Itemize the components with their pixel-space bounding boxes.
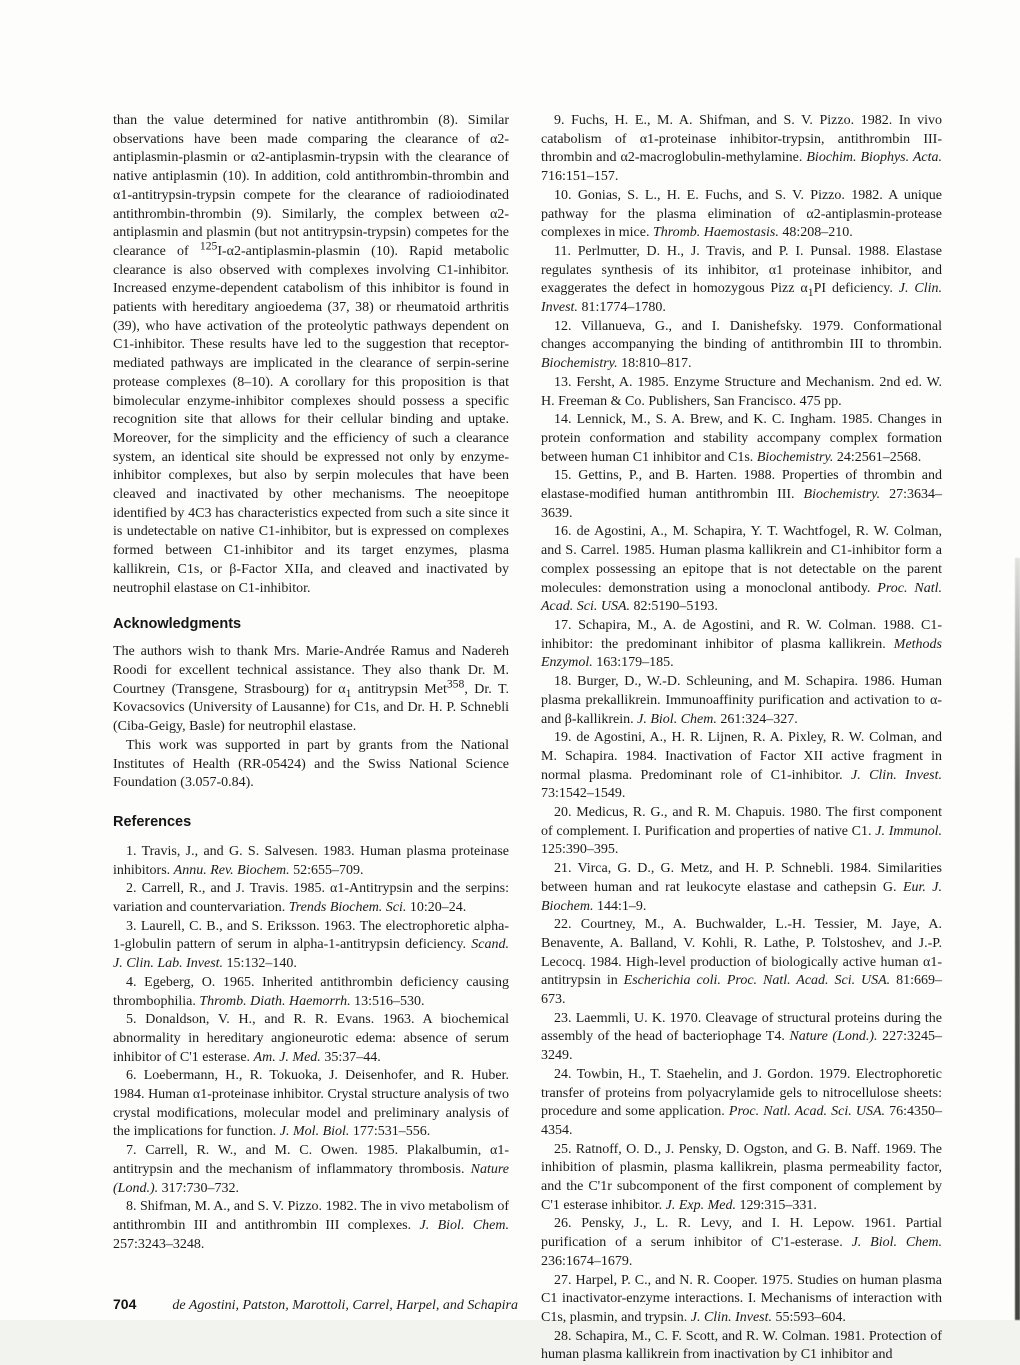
- scan-edge-artifact: [1015, 558, 1020, 1320]
- reference-item-9: 9. Fuchs, H. E., M. A. Shifman, and S. V. Pizzo. 1982. In vivo catabolism of α1-proteinase inhibitor-trypsin, antithrombin III-thrombin and α2-macroglobulin-methylamine. Biochim. Biophys. Acta. 716:151–157.: [541, 113, 942, 185]
- right-column: [541, 112, 942, 1365]
- reference-item-25: 25. Ratnoff, O. D., J. Pensky, D. Ogston, and G. B. Naff. 1969. The inhibition of plasmin, plasma kallikrein, plasma permeability factor, and the C'1r subcomponent of the first component of complement by C'1 esterase inhibitor. J. Exp. Med. 129:315–331.: [541, 1141, 942, 1213]
- reference-item-4: 4. Egeberg, O. 1965. Inherited antithrombin deficiency causing thrombophilia. Thromb. Diath. Haemorrh. 13:516–530.: [113, 974, 509, 1009]
- reference-item-27: 27. Harpel, P. C., and N. R. Cooper. 1975. Studies on human plasma C1 inactivator-enzyme interactions. I. Mechanisms of interaction with C1s, plasmin, and trypsin. J. Clin. Invest. 55:593–604.: [541, 1272, 942, 1325]
- reference-item-18: 18. Burger, D., W.-D. Schleuning, and M. Schapira. 1986. Human plasma prekallikrein. Immunoaffinity purification and activation to α- and β-kallikrein. J. Biol. Chem. 261:324–327.: [541, 674, 942, 727]
- reference-item-3: 3. Laurell, C. B., and S. Eriksson. 1963. The electrophoretic alpha-1-globulin pattern of serum in alpha-1-antitrypsin deficiency. Scand. J. Clin. Lab. Invest. 15:132–140.: [113, 918, 509, 972]
- page-number: 704: [113, 1296, 137, 1312]
- body-continuation-paragraph: than the value determined for native antithrombin (8). Similar observations have been made comparing the clearance of α2-antiplasmin-plasmin or α2-antiplasmin-trypsin with the clearance of native antiplasmin (10). In addition, cold antithrombin-thrombin and α1-antitrypsin-trypsin compete for the clearance of radioiodinated antithrombin-thrombin (9). Similarly, the complex between α2-antiplasmin and plasmin (but not antitrypsin-trypsin) competes for the clearance of $^{125}$I-α2-antiplasmin-plasmin (10). Rapid metabolic clearance is also observed with complexes involving C1-inhibitor. Increased enzyme-dependent catabolism of this inhibitor is found in patients with hereditary angioedema (37, 38) or rheumatoid arthritis (39), who have activation of the proteolytic pathways dependent on C1-inhibitor. These results have led to the suggestion that receptor-mediated pathways are implicated in the clearance of serpin-serine protease complexes (8–10). A corollary for this proposition is that bimolecular enzyme-inhibitor complexes should possess a specific recognition site that allows for their cellular binding and uptake. Moreover, for the simplicity and the efficiency of such a clearance system, an identical site should be expressed not only by enzyme-inhibitor complexes, but also by serpin molecules that have been cleaved and inactivated by other mechanisms. The neoepitope identified by 4C3 has characteristics expected from such a site since it is undetectable on native C1-inhibitor, but is expressed on complexes formed between C1-inhibitor and its target enzymes, plasma kallikrein, C1s, or β-Factor XIIa, and cleaved and inactivated by neutrophil elastase on C1-inhibitor.: [113, 113, 510, 596]
- reference-item-13: 13. Fersht, A. 1985. Enzyme Structure and Mechanism. 2nd ed. W. H. Freeman & Co. Publishers, San Francisco. 475 pp.: [541, 374, 942, 409]
- reference-item-22: 22. Courtney, M., A. Buchwalder, L.-H. Tessier, M. Jaye, A. Benavente, A. Balland, V. Kohli, R. Lathe, P. Tolstoshev, and J.-P. Lecocq. 1984. High-level production of biologically active human α1-antitrypsin in Escherichia coli. Proc. Natl. Acad. Sci. USA. 81:669–673.: [541, 917, 943, 1008]
- acknowledgments-paragraph-2: This work was supported in part by grants from the National Institutes of Health (RR-05424) and the Swiss National Science Foundation (3.057-0.84).: [113, 737, 509, 791]
- reference-item-20: 20. Medicus, R. G., and R. M. Chapuis. 1980. The first component of complement. I. Purification and properties of native C1. J. Immunol. 125:390–395.: [541, 805, 942, 858]
- reference-item-15: 15. Gettins, P., and B. Harten. 1988. Properties of thrombin and elastase-modified human antithrombin III. Biochemistry. 27:3634–3639.: [541, 468, 942, 521]
- reference-item-2: 2. Carrell, R., and J. Travis. 1985. α1-Antitrypsin and the serpins: variation and countervariation. Trends Biochem. Sci. 10:20–24.: [113, 881, 509, 916]
- running-authors: de Agostini, Patston, Marottoli, Carrel, Harpel, and Schapira: [172, 1298, 518, 1313]
- references-heading: References: [113, 813, 192, 830]
- reference-item-16: 16. de Agostini, A., M. Schapira, Y. T. Wachtfogel, R. W. Colman, and S. Carrel. 1985. Human plasma kallikrein and C1-inhibitor form a complex possessing an epitope that is not detectable on the parent molecules: demonstration using a monoclonal antibody. Proc. Natl. Acad. Sci. USA. 82:5190–5193.: [541, 524, 942, 615]
- reference-item-21: 21. Virca, G. D., G. Metz, and H. P. Schnebli. 1984. Similarities between human and rat leukocyte elastase and cathepsin G. Eur. J. Biochem. 144:1–9.: [541, 861, 942, 914]
- reference-item-5: 5. Donaldson, V. H., and R. R. Evans. 1963. A biochemical abnormality in hereditary angioneurotic edema: absence of serum inhibitor of C'1 esterase. Am. J. Med. 35:37–44.: [113, 1012, 509, 1065]
- reference-item-17: 17. Schapira, M., A. de Agostini, and R. W. Colman. 1988. C1-inhibitor: the predominant inhibitor of plasma kallikrein. Methods Enzymol. 163:179–185.: [541, 617, 942, 671]
- reference-item-11: 11. Perlmutter, D. H., J. Travis, and P. I. Punsal. 1988. Elastase regulates synthesis of its inhibitor, α1 proteinase inhibitor, and exaggerates the defect in homozygous Pizz $\alpha_1PI$ deficiency. J. Clin. Invest. 81:1774–1780.: [541, 243, 942, 316]
- reference-item-28: 28. Schapira, M., C. F. Scott, and R. W. Colman. 1981. Protection of human plasma kallikrein from inactivation by C1 inhibitor and: [541, 1328, 942, 1363]
- page-footer: [113, 1296, 813, 1314]
- reference-item-12: 12. Villanueva, G., and I. Danishefsky. 1979. Conformational changes accompanying the binding of antithrombin III to thrombin. Biochemistry. 18:810–817.: [541, 318, 942, 372]
- reference-item-6: 6. Loebermann, H., R. Tokuoka, J. Deisenhofer, and R. Huber. 1984. Human α1-proteinase inhibitor. Crystal structure analysis of two crystal modifications, molecular model and preliminary analysis of the implications for function. J. Mol. Biol. 177:531–556.: [113, 1068, 509, 1140]
- reference-item-14: 14. Lennick, M., S. A. Brew, and K. C. Ingham. 1985. Changes in protein conformation and stability accompany complex formation between human C1 inhibitor and C1s. Biochemistry. 24:2561–2568.: [541, 412, 942, 465]
- acknowledgments-paragraph-1: The authors wish to thank Mrs. Marie-Andrée Ramus and Nadereh Roodi for excellent technical assistance. They also thank Dr. M. Courtney (Transgene, Strasbourg) for $\alpha_1$ antitrypsin Met$^{358}$, Dr. T. Kovacsovics (University of Lausanne) for C1s, and Dr. H. P. Schnebli (Ciba-Geigy, Basle) for neutrophil elastase.: [113, 644, 510, 735]
- reference-item-1: 1. Travis, J., and G. S. Salvesen. 1983. Human plasma proteinase inhibitors. Annu. Rev. Biochem. 52:655–709.: [113, 843, 509, 878]
- left-column: [113, 112, 509, 1254]
- reference-item-26: 26. Pensky, J., L. R. Levy, and I. H. Lepow. 1961. Partial purification of a serum inhibitor of C'1-esterase. J. Biol. Chem. 236:1674–1679.: [541, 1216, 942, 1269]
- reference-item-7: 7. Carrell, R. W., and M. C. Owen. 1985. Plakalbumin, α1-antitrypsin and the mechanism of inflammatory thrombosis. Nature (Lond.). 317:730–732.: [113, 1143, 509, 1196]
- acknowledgments-heading: Acknowledgments: [113, 616, 242, 633]
- reference-item-10: 10. Gonias, S. L., H. E. Fuchs, and S. V. Pizzo. 1982. A unique pathway for the plasma elimination of α2-antiplasmin-protease complexes in mice. Thromb. Haemostasis. 48:208–210.: [541, 187, 942, 241]
- reference-item-24: 24. Towbin, H., T. Staehelin, and J. Gordon. 1979. Electrophoretic transfer of proteins from polyacrylamide gels to nitrocellulose sheets: procedure and some application. Proc. Natl. Acad. Sci. USA. 76:4350–4354.: [541, 1066, 943, 1138]
- reference-item-19: 19. de Agostini, A., H. R. Lijnen, R. A. Pixley, R. W. Colman, and M. Schapira. 1984. Inactivation of Factor XII active fragment in normal plasma. Predominant role of C1-inhibitor. J. Clin. Invest. 73:1542–1549.: [541, 730, 942, 802]
- reference-item-8: 8. Shifman, M. A., and S. V. Pizzo. 1982. The in vivo metabolism of antithrombin III and antithrombin III complexes. J. Biol. Chem. 257:3243–3248.: [113, 1199, 509, 1252]
- reference-item-23: 23. Laemmli, U. K. 1970. Cleavage of structural proteins during the assembly of the head of bacteriophage T4. Nature (Lond.). 227:3245–3249.: [541, 1010, 942, 1064]
